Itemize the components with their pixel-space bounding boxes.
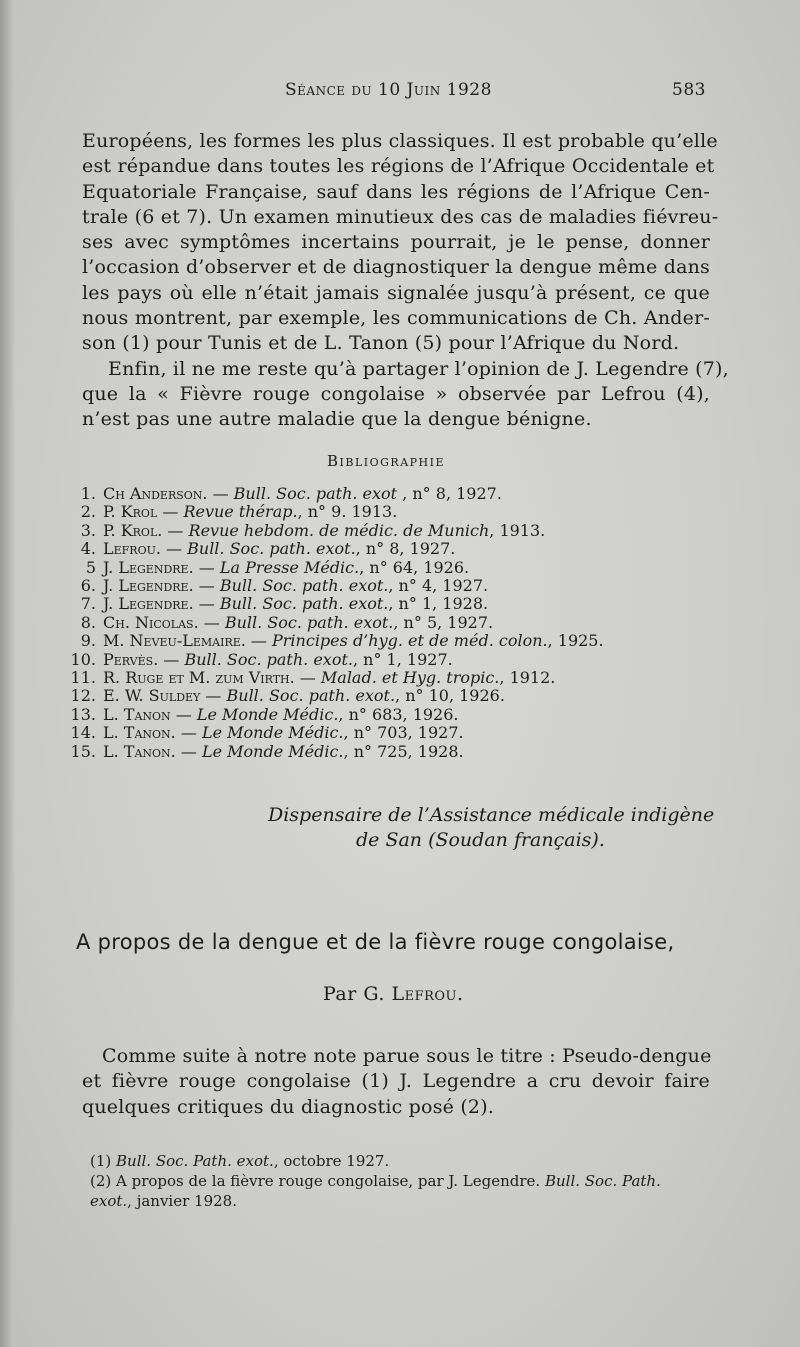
footnote-journal: Bull. Soc. Path.	[544, 1172, 661, 1190]
entry-author: J. Legendre.	[103, 557, 194, 577]
bibliography-entry	[68, 614, 728, 632]
paragraph-1	[82, 129, 729, 433]
entry-reference: , n° 703, 1927.	[343, 723, 464, 743]
bibliography-title: Bibliographie	[327, 452, 446, 470]
entry-separator: —	[170, 704, 197, 724]
article-title: A propos de la dengue et de la fièvre rouge congolaise,	[76, 930, 675, 954]
entry-journal: Revue thérap.	[183, 502, 298, 522]
entry-separator: —	[158, 649, 185, 669]
text-line: quelques critiques du diagnostic posé (2).	[82, 1095, 495, 1118]
entry-journal: Bull. Soc. path. exot.	[219, 594, 389, 614]
affiliation	[268, 803, 718, 853]
bibliography-entry	[68, 503, 728, 521]
bibliography-entry	[68, 632, 728, 650]
text-line: est répandue dans toutes les régions de l’Afrique Occidentale et	[82, 155, 715, 178]
entry-author: L. Tanon.	[103, 741, 176, 761]
entry-number: 1.	[80, 484, 96, 503]
page-number: 583	[672, 80, 706, 100]
entry-number: 3.	[80, 520, 96, 540]
entry-author: P. Krol	[103, 502, 158, 522]
footnote-2	[90, 1171, 715, 1191]
running-header	[0, 80, 800, 104]
paragraph-3	[82, 1044, 710, 1120]
entry-journal: Le Monde Médic.	[196, 704, 339, 724]
entry-number: 8.	[80, 612, 96, 632]
bibliography-entry	[68, 706, 728, 724]
entry-reference: , 1913.	[489, 520, 546, 540]
entry-reference: , n° 64, 1926.	[359, 557, 470, 577]
entry-journal: Bull. Soc. path. exot	[233, 484, 398, 503]
text-line: l’occasion d’observer et de diagnostiquer la dengue même dans	[82, 256, 710, 279]
entry-author: L. Tanon.	[103, 723, 176, 743]
entry-number: 9.	[80, 631, 96, 651]
footnote-journal: exot.	[90, 1192, 128, 1210]
entry-reference: , 1912.	[499, 668, 556, 688]
entry-journal: Le Monde Médic.	[201, 723, 344, 743]
bibliography-entry	[68, 595, 728, 613]
entry-journal: Malad. et Hyg. tropic.	[320, 668, 500, 688]
footnote-mark: (2)	[90, 1172, 117, 1190]
text-line: n’est pas une autre maladie que la dengue bénigne.	[82, 408, 592, 431]
entry-reference: , n° 683, 1926.	[338, 704, 459, 724]
entry-separator: —	[207, 484, 234, 503]
text-line: Equatoriale Française, sauf dans les régions de l’Afrique Cen-	[82, 180, 710, 203]
entry-author: Lefrou.	[103, 539, 161, 559]
bibliography-entry	[68, 559, 728, 577]
entry-journal: Principes d’hyg. et de méd. colon.	[272, 631, 548, 651]
entry-separator: —	[160, 539, 188, 559]
text-line: Comme suite à notre note parue sous le titre : Pseudo-dengue	[102, 1045, 712, 1067]
entry-author: J. Legendre.	[103, 594, 194, 614]
entry-number: 14.	[70, 723, 96, 743]
bibliography-entry	[68, 724, 728, 742]
entry-number: 4.	[80, 539, 96, 559]
footnote-2-continued	[90, 1191, 715, 1211]
bibliography-entry	[68, 577, 728, 595]
text-line: ses avec symptômes incertains pourrait, je le pense, donner	[82, 231, 710, 254]
text-line: nous montrent, par exemple, les communications de Ch. Ander-	[82, 307, 710, 330]
entry-reference: , n° 8, 1927.	[397, 484, 502, 503]
entry-author: L. Tanon	[103, 704, 171, 724]
entry-separator: —	[193, 557, 220, 577]
byline-prefix: Par G.	[323, 983, 392, 1005]
entry-journal: Bull. Soc. path. exot.	[226, 686, 396, 706]
text-line: Enfin, il ne me reste qu’à partager l’opinion de J. Legendre (7),	[108, 357, 729, 380]
article-byline	[323, 983, 464, 1005]
entry-author: Ch Anderson.	[103, 484, 208, 503]
text-line: trale (6 et 7). Un examen minutieux des cas de maladies fiévreu-	[82, 205, 719, 228]
entry-reference: , 1925.	[547, 631, 604, 651]
entry-separator: —	[162, 520, 189, 540]
entry-separator: —	[193, 594, 220, 614]
byline-author: Lefrou.	[391, 983, 464, 1005]
entry-journal: Bull. Soc. path. exot.	[187, 539, 356, 559]
entry-journal: Revue hebdom. de médic. de Munich	[188, 520, 490, 540]
entry-reference: , n° 1, 1927.	[352, 649, 453, 669]
footnote-1	[90, 1151, 715, 1171]
entry-separator: —	[175, 741, 202, 761]
binding-gutter	[0, 0, 14, 1347]
bibliography-entry	[68, 485, 728, 503]
footnote-mark: (1)	[90, 1152, 117, 1170]
entry-separator: —	[193, 576, 220, 596]
entry-separator: —	[157, 502, 184, 522]
bibliography-entry	[68, 540, 728, 558]
entry-separator: —	[200, 686, 227, 706]
entry-number: 7.	[80, 594, 96, 614]
footnotes	[90, 1151, 715, 1211]
entry-separator: —	[198, 612, 225, 632]
bibliography-entry	[68, 669, 728, 687]
entry-number: 13.	[70, 704, 96, 724]
entry-journal: Bull. Soc. path. exot.	[184, 649, 353, 669]
entry-separator: —	[294, 668, 321, 688]
entry-number: 12.	[70, 686, 96, 706]
footnote-journal: Bull. Soc. Path. exot.	[116, 1152, 274, 1170]
bibliography-entry	[68, 743, 728, 761]
footnote-text: , octobre 1927.	[273, 1152, 390, 1170]
bibliography-entry	[68, 651, 728, 669]
entry-author: Pervès.	[103, 649, 159, 669]
text-line: son (1) pour Tunis et de L. Tanon (5) pour l’Afrique du Nord.	[82, 332, 680, 355]
entry-journal: Le Monde Médic.	[201, 741, 344, 761]
entry-reference: , n° 8, 1927.	[355, 539, 456, 559]
entry-reference: , n° 9. 1913.	[297, 502, 398, 522]
entry-reference: , n° 725, 1928.	[343, 741, 464, 761]
running-title: Séance du 10 Juin 1928	[285, 80, 492, 100]
entry-separator: —	[175, 723, 202, 743]
bibliography-entry	[68, 522, 728, 540]
entry-reference: , n° 4, 1927.	[388, 576, 489, 596]
entry-journal: Bull. Soc. path. exot.	[219, 576, 389, 596]
entry-author: E. W. Suldey	[103, 686, 201, 706]
entry-author: P. Krol.	[103, 520, 163, 540]
entry-journal: Bull. Soc. path. exot.	[224, 612, 394, 632]
entry-reference: , n° 5, 1927.	[393, 612, 494, 632]
bibliography-entry	[68, 687, 728, 705]
affiliation-line: Dispensaire de l’Assistance médicale indigène	[268, 804, 715, 826]
entry-number: 5	[85, 557, 96, 577]
entry-reference: , n° 1, 1928.	[388, 594, 489, 614]
text-line: Européens, les formes les plus classiques. Il est probable qu’elle	[82, 130, 718, 152]
entry-number: 10.	[70, 649, 96, 669]
entry-journal: La Presse Médic.	[219, 557, 360, 577]
text-line: les pays où elle n’était jamais signalée jusqu’à présent, ce que	[82, 281, 710, 304]
entry-separator: —	[245, 631, 273, 651]
entry-number: 15.	[70, 741, 96, 761]
entry-number: 11.	[70, 668, 96, 688]
entry-author: J. Legendre.	[103, 576, 194, 596]
affiliation-line: de San (Soudan français).	[356, 829, 605, 851]
text-line: que la « Fièvre rouge congolaise » observée par Lefrou (4),	[82, 382, 710, 405]
text-line: et fièvre rouge congolaise (1) J. Legendre a cru devoir faire	[82, 1070, 710, 1093]
entry-author: R. Ruge et M. zum Virth.	[103, 668, 295, 688]
entry-author: Ch. Nicolas.	[103, 612, 199, 632]
entry-number: 2.	[80, 502, 96, 522]
footnote-text: , janvier 1928.	[127, 1192, 237, 1210]
footnote-text: A propos de la fièvre rouge congolaise, par J. Legendre.	[116, 1172, 545, 1190]
entry-number: 6.	[80, 576, 96, 596]
entry-reference: , n° 10, 1926.	[395, 686, 505, 706]
entry-author: M. Neveu-Lemaire.	[103, 631, 246, 651]
bibliography-list	[68, 485, 728, 761]
